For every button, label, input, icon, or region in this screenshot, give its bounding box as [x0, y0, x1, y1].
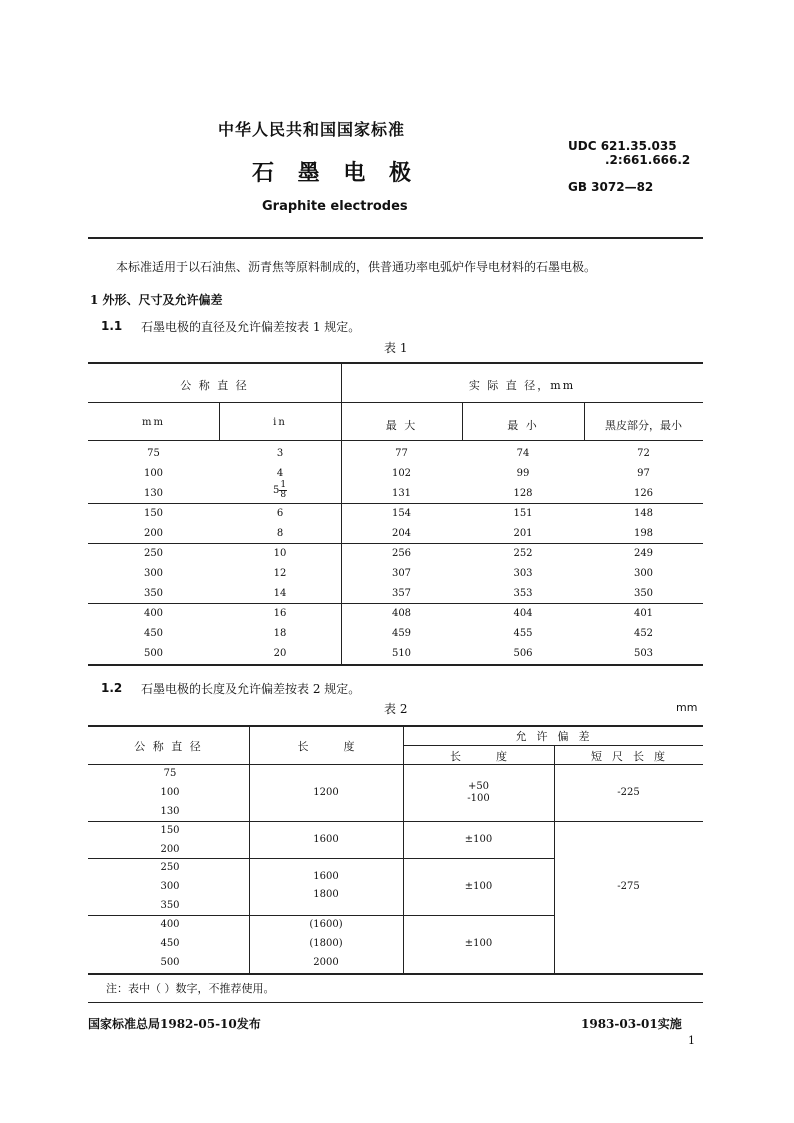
fraction-denominator: 8	[280, 490, 287, 500]
table1-cell-mm: 75	[147, 448, 160, 459]
table1-cell-skin: 198	[633, 528, 654, 539]
table2-diameter: 200	[160, 844, 180, 855]
table2-tolerance-plus: +50	[467, 781, 490, 792]
table1-cell-mm: 130	[143, 488, 164, 499]
section-1-2-number: 1.2	[101, 681, 123, 695]
table1-cell-min: 506	[513, 648, 533, 659]
table1-cell-mm: 250	[143, 548, 164, 559]
header-rule	[88, 237, 703, 239]
table1-col-min: 最 小	[507, 419, 539, 432]
table2-tolerance: ±100	[464, 834, 493, 845]
table1-cell-max: 77	[395, 448, 408, 459]
table1-cell-in: 6	[276, 508, 284, 519]
table2-diameter: 75	[163, 768, 177, 779]
table1-cell-mm: 200	[143, 528, 164, 539]
footer-rule	[88, 1002, 703, 1003]
table1-cell-skin: 249	[633, 548, 654, 559]
table1-cell-skin: 503	[633, 648, 654, 659]
table1-cell-in: 10	[273, 548, 287, 559]
table1-cell-max: 154	[391, 508, 412, 519]
section-1-1-text: 石墨电极的直径及允许偏差按表 1 规定。	[141, 320, 361, 334]
table1-cell-min: 74	[516, 448, 530, 459]
table1-cell-min: 353	[513, 588, 533, 599]
table1-caption: 表 1	[384, 341, 408, 355]
table1-cell-max: 510	[391, 648, 412, 659]
table1-cell-min: 99	[516, 468, 530, 479]
table2-diameter: 130	[160, 806, 180, 817]
table2-diameter: 250	[160, 862, 180, 873]
table2-length: (1600)	[309, 919, 343, 930]
udc-code-line1: UDC 621.35.035	[568, 139, 677, 153]
table2-diameter: 100	[160, 787, 180, 798]
fraction-whole: 5	[272, 485, 280, 496]
table2-length: 1600	[313, 834, 339, 845]
table1-cell-min: 252	[513, 548, 533, 559]
section-1-heading: 1 外形、尺寸及允许偏差	[90, 293, 223, 307]
table1-cell-max: 102	[391, 468, 412, 479]
issued-date: 国家标准总局1982-05-10发布	[88, 1017, 261, 1031]
section-1-2-text: 石墨电极的长度及允许偏差按表 2 规定。	[141, 682, 361, 696]
table1-cell-in: 14	[273, 588, 287, 599]
table2-tolerance: ±100	[464, 881, 493, 892]
table2-length: 1600	[313, 871, 339, 882]
page-number: 1	[688, 1034, 695, 1047]
national-standard-title: 中华人民共和国国家标准	[218, 120, 406, 139]
table1-cell-skin: 350	[633, 588, 654, 599]
table1-cell-skin: 97	[637, 468, 650, 479]
table1-cell-skin: 300	[633, 568, 654, 579]
table2-length: (1800)	[309, 938, 343, 949]
table1-cell-max: 408	[391, 608, 412, 619]
table1-cell-in: 16	[273, 608, 287, 619]
table1-cell-mm: 350	[143, 588, 164, 599]
fraction	[279, 481, 287, 500]
table2-col-tol-short: 短 尺 长 度	[591, 750, 666, 763]
table1-cell-max: 357	[391, 588, 412, 599]
table1-col-max: 最 大	[385, 419, 418, 432]
table1-cell-in: 12	[273, 568, 287, 579]
table1-cell-in: 4	[276, 468, 284, 479]
table1-cell-mm: 300	[143, 568, 164, 579]
table1-col-skin: 黑皮部分，最小	[605, 419, 682, 432]
table2-diameter: 450	[160, 938, 180, 949]
udc-code-line2: .2:661.666.2	[605, 153, 691, 167]
table2-short-length: -275	[617, 881, 640, 892]
table1-cell-in: 3	[276, 448, 284, 459]
table1-cell-mm: 400	[143, 608, 164, 619]
table2-diameter: 300	[160, 881, 180, 892]
table2-diameter: 400	[160, 919, 180, 930]
table1-cell-min: 151	[513, 508, 533, 519]
table2-col-nominal: 公 称 直 径	[134, 740, 203, 753]
effective-date: 1983-03-01实施	[581, 1017, 682, 1031]
table1-cell-skin: 401	[633, 608, 654, 619]
table2-caption: 表 2	[384, 702, 408, 716]
table1-cell-mm: 150	[143, 508, 164, 519]
table2-col-tol-length: 长 度	[450, 750, 507, 763]
table1-col-in: in	[273, 417, 287, 428]
table1-cell-mm: 450	[143, 628, 164, 639]
table2-diameter: 150	[160, 825, 180, 836]
table1-cell-min: 404	[513, 608, 533, 619]
table1-cell-skin: 148	[633, 508, 654, 519]
table2-group-tolerance: 允 许 偏 差	[515, 730, 591, 743]
table2-length: 1200	[313, 787, 339, 798]
table1-header-actual: 实 际 直 径，mm	[468, 379, 576, 392]
table1-cell-in: 8	[276, 528, 284, 539]
table1-cell-min: 303	[513, 568, 533, 579]
table2-tolerance-minus: -100	[467, 793, 490, 804]
table1-cell-min: 128	[513, 488, 533, 499]
table1-cell-max: 131	[391, 488, 412, 499]
document-title-en: Graphite electrodes	[262, 199, 408, 214]
fraction-numerator: 1	[280, 480, 287, 490]
table1-cell-skin: 72	[637, 448, 650, 459]
table1-cell-mm: 100	[143, 468, 164, 479]
table1-cell-skin: 452	[633, 628, 654, 639]
table2-tolerance: ±100	[464, 938, 493, 949]
document-title-cn: 石 墨 电 极	[252, 160, 419, 186]
table2-note: 注：表中（ ）数字，不推荐使用。	[106, 982, 275, 995]
table1-cell-max: 204	[391, 528, 412, 539]
table2-length: 2000	[313, 957, 339, 968]
table2-length: 1800	[313, 889, 339, 900]
table2-diameter: 350	[160, 900, 180, 911]
table1-cell-max: 256	[391, 548, 412, 559]
table1-cell-skin: 126	[633, 488, 654, 499]
intro-paragraph: 本标准适用于以石油焦、沥青焦等原料制成的，供普通功率电弧炉作导电材料的石墨电极。	[116, 260, 597, 274]
table1-cell-max: 307	[391, 568, 412, 579]
table1-cell-in: 20	[273, 648, 287, 659]
table1-cell-min: 201	[513, 528, 533, 539]
table2-short-length: -225	[617, 787, 640, 798]
table1-col-mm: mm	[142, 417, 165, 428]
table1-cell-in: 18	[273, 628, 287, 639]
table1-cell-min: 455	[513, 628, 533, 639]
table1-header-nominal: 公 称 直 径	[180, 379, 249, 392]
table2-diameter: 500	[160, 957, 180, 968]
table1-cell-mm: 500	[143, 648, 164, 659]
table2-col-length: 长 度	[297, 740, 355, 753]
table1-cell-max: 459	[391, 628, 412, 639]
gb-number: GB 3072—82	[568, 180, 654, 194]
section-1-1-number: 1.1	[101, 319, 123, 333]
table2-unit: mm	[676, 701, 698, 714]
table1-cell-in	[219, 481, 341, 500]
